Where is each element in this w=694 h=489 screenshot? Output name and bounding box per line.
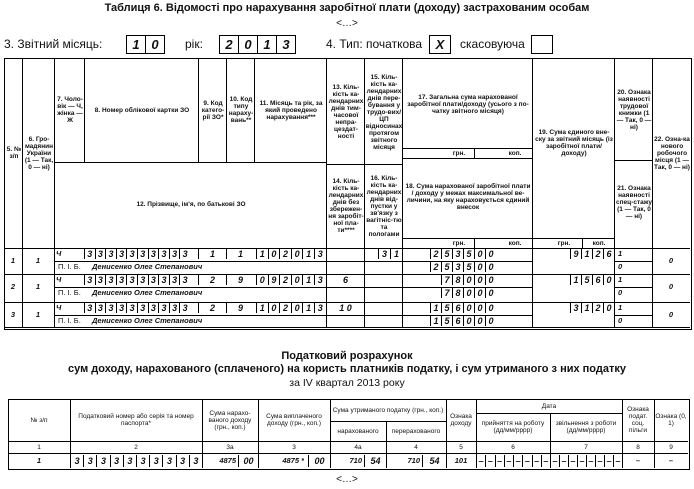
row-c19-digit: 5 [581,275,592,285]
month-digit: 1 [256,249,268,259]
col18-header: 18. Сума нарахованої заробітної плати / доходу у межах максимальної ве-личини, на яку нараховується єдиний внесок [405,183,531,211]
col17-grn: грн. [452,149,466,157]
row-c22: 0 [668,281,674,291]
card-digit: 3 [148,249,159,259]
col10-header: 10. Код типу нараху-вань** [228,96,254,124]
tax-sign: 101 [454,455,468,465]
col7-header: 7. Чоло-вік — Ч, жінка — Ж [57,96,83,124]
card-digit: 3 [179,275,190,285]
row-c18-digit: 2 [430,262,441,272]
tax-col-number: 8 [636,444,640,451]
tax-hire-dash: – [485,455,494,467]
row-c18-digit: 1 [430,316,441,326]
row-c16 [364,288,402,298]
year-digit-4: 3 [276,35,296,54]
row-c22: 0 [668,309,674,319]
tax-h-sign: Ознака (0, 1) [655,413,687,427]
row-name-label: П. І. Б. [58,262,81,271]
row-c18-digit: 6 [452,316,463,326]
col15-header: 15. Кіль-кість ка-лендарних днів пере-бування у трудо-вих/ЦП відносинах протягом звітного місяця [366,73,402,151]
tax-tin-digit: 3 [189,455,202,467]
row-c21: 0 [618,262,623,272]
row-c17-digit: 0 [474,303,485,313]
row-c13 [326,249,364,259]
col11-header: 11. Місяць та рік, за який проведено нарахування*** [259,99,323,121]
ellipsis-bottom: <…> [336,474,358,485]
tax-col-number: 1 [37,444,41,451]
tax-accrued-kop: 00 [238,455,258,467]
row-c18-digit: 7 [441,288,452,298]
tax-h-num: № з/п [30,416,48,424]
col21-header: 21. Ознака наявності спец-стажу (1 — Так, 0 — ні) [616,184,652,220]
col17-header: 17. Загальна сума нарахованої заробітної плати/доходу (усього з по-чатку звітного місяця) [407,93,529,115]
month-digit: 3 [314,275,326,285]
row-c18-digit: 5 [441,262,452,272]
card-digit: 3 [84,303,95,313]
row-c19-digit: 6 [603,249,614,259]
row-c18-digit: 0 [485,316,496,326]
row-sex: Ч [56,249,62,259]
tax-col-number: 5 [459,444,463,451]
month-digit: 0 [268,249,280,259]
row-c15 [364,275,402,285]
row-citizen: 1 [35,255,41,265]
tax-h-fire: звільнення з роботи (дд/мм/рррр) [555,420,617,434]
row-cat: 1 [198,249,226,259]
tax-title-1: Податковий розрахунок [281,350,413,362]
tax-tin-digit: 3 [96,455,109,467]
tax-table [8,399,690,470]
tax-fire-dash: – [577,455,586,467]
card-digit: 3 [137,275,148,285]
row-c19-digit: 1 [581,249,592,259]
tax-paid-kop: 00 [308,455,330,467]
row-name: Денисенко Олег Степанович [92,288,203,297]
row-c21: 0 [618,316,623,326]
tax-h-hire: прийняття на роботу (дд/мм/рррр) [481,420,545,434]
tax-fire-dash: – [613,455,622,467]
grid-line [402,238,532,239]
row-type: 1 [226,249,254,259]
table-title: Таблиця 6. Відомості про нарахування заробітної плати (доходу) застрахованим особам [104,2,590,14]
card-digit: 3 [148,303,159,313]
tax-row-num: 1 [36,455,42,465]
tax-tin-digit: 3 [136,455,149,467]
row-c18-digit: 5 [463,262,474,272]
row-cat: 2 [198,275,226,285]
tax-h-withheld: Сума утриманого податку (грн., коп.) [332,406,444,414]
tax-h-income-sign: Ознака доходу [450,413,472,427]
tax-col-number: 3 [292,444,296,451]
grid-line [532,58,533,328]
card-digit: 3 [116,275,127,285]
col19-header: 19. Сума єдиного вне-ску за звітний місяць (із заробітної плати/доходу) [535,129,613,157]
row-c17-digit: 0 [474,249,485,259]
year-label: рік: [185,37,203,51]
row-c19-digit: 2 [592,249,603,259]
month-digit: 0 [256,275,268,285]
row-c19-digit: 6 [592,275,603,285]
card-digit: 3 [105,303,116,313]
tax-hire-dash: – [513,455,522,467]
col13-header: 13. Кіль-кість ка-лендарних днів тим-часової непра-цездат-ності [328,84,364,140]
tax-fire-dash: – [604,455,613,467]
row-c17-digit: 2 [430,249,441,259]
row-c20: 1 [618,275,623,285]
type-initial-checkbox[interactable]: X [429,35,451,54]
col19-kop: коп. [592,239,606,247]
row-c15-digit: 1 [390,249,402,259]
row-num: 1 [10,255,16,265]
card-digit: 3 [126,249,137,259]
row-c17-digit: 0 [463,303,474,313]
row-num: 2 [10,281,16,291]
card-digit: 3 [179,249,190,259]
card-digit: 3 [169,303,180,313]
tax-hire-dash: – [476,455,485,467]
year-digit-3: 1 [257,35,277,54]
col14-header: 14. Кіль-кість ка-лендарних днів без збережен-ня заробіт-ної пла-ти**** [328,178,364,234]
row-name: Денисенко Олег Степанович [92,262,203,271]
row-sex: Ч [56,275,62,285]
type-label: 4. Тип: початкова [326,37,423,51]
col18-grn: грн. [452,239,466,247]
col18-kop: коп. [508,239,522,247]
month-digit: 3 [314,303,326,313]
row-c20: 1 [618,303,623,313]
row-c14 [326,316,364,326]
tax-fire-dash: – [559,455,568,467]
tax-tr-grn: 710 [407,455,420,465]
row-c18-digit: 8 [452,288,463,298]
row-c17-digit: 8 [452,275,463,285]
row-c17-digit: 0 [485,249,496,259]
year-digit-2: 0 [238,35,258,54]
row-c17-digit: 0 [485,275,496,285]
month-digit: 9 [268,275,280,285]
row-c19-digit: 0 [603,303,614,313]
row-c21: 0 [618,288,623,298]
month-digit: 0 [291,303,303,313]
row-c20: 1 [618,249,623,259]
tax-accrued-grn: 4875 [219,455,236,465]
month-digit-2: 0 [145,35,165,54]
tax-tin-digit: 3 [149,455,162,467]
card-digit: 3 [148,275,159,285]
month-digit: 1 [256,303,268,313]
grid-line [326,164,402,165]
col20-header: 20. Ознака наявності трудової книжки (1 — Так, 0 — ні) [616,89,652,131]
grid-line [476,413,622,414]
card-digit: 3 [169,249,180,259]
tax-sign-01: – [668,455,674,465]
col16-header: 16. Кіль-кість ка-лендарних днів від-пустки у зв'язку з вагітніс-тю та пологами [366,174,402,238]
col9-header: 9. Код катего-рії ЗО* [201,99,225,121]
tax-fire-dash: – [568,455,577,467]
card-digit: 3 [126,303,137,313]
tax-col-number: 3а [226,444,234,451]
row-c19-digit: 0 [603,275,614,285]
tax-h-paid: Сума виплаченого доходу (грн., коп.) [266,413,322,427]
tax-hire-dash: – [541,455,550,467]
row-c14 [326,262,364,272]
row-c18-digit: 3 [452,262,463,272]
tax-paid-grn: 4875 * [282,455,304,465]
row-c17-digit: 5 [441,303,452,313]
row-c16 [364,316,402,326]
tax-tin-digit: 3 [176,455,189,467]
tax-fire-dash: – [586,455,595,467]
tax-tin-digit: 3 [70,455,83,467]
grid-line [532,238,614,239]
card-digit: 3 [105,249,116,259]
tax-hire-dash: – [532,455,541,467]
tax-tin-digit: 3 [162,455,175,467]
row-c17-digit: 7 [441,275,452,285]
grid-line [402,158,532,159]
card-digit: 3 [179,303,190,313]
card-digit: 3 [137,249,148,259]
grid-line [4,327,690,328]
row-c19-digit: 2 [592,303,603,313]
month-digit: 0 [291,249,303,259]
row-c15 [364,303,402,313]
row-citizen: 1 [35,281,41,291]
row-c17-digit: 0 [485,303,496,313]
year-digit-1: 2 [219,35,239,54]
grid-line [8,453,688,454]
grid-line [614,160,652,161]
card-digit: 3 [84,275,95,285]
col5-header: 5. № з/п [6,146,22,160]
tax-h-withheld-acc: нарахованого [337,427,379,435]
tax-col-number: 4 [414,444,418,451]
row-num: 3 [10,309,16,319]
tax-hire-dash: – [504,455,513,467]
card-digit: 3 [116,249,127,259]
tax-h-benefit: Ознака подат. соц. пільги [627,406,649,434]
row-c17-digit: 6 [452,303,463,313]
card-digit: 3 [137,303,148,313]
grid-line [254,58,255,162]
grid-line [226,58,227,162]
row-c14 [326,288,364,298]
tax-col-number: 4а [354,444,362,451]
card-digit: 3 [95,275,106,285]
tax-hire-dash: – [495,455,504,467]
card-digit: 3 [95,303,106,313]
tax-tin-digit: 3 [83,455,96,467]
month-digit: 1 [302,275,314,285]
grid-line [474,148,475,158]
row-c19-digit: 1 [570,275,581,285]
row-c19-digit: 1 [581,303,592,313]
row-c22: 0 [668,255,674,265]
month-label: 3. Звітний місяць: [4,37,103,51]
tax-h-withheld-trans: перерахованого [391,427,441,435]
card-digit: 3 [126,275,137,285]
row-c13: 1 0 [326,303,364,313]
tax-col-number: 6 [511,444,515,451]
tax-hire-dash: – [522,455,531,467]
row-c16 [364,262,402,272]
row-c17-digit: 1 [430,303,441,313]
grid-line [474,238,475,248]
month-digit: 1 [302,249,314,259]
month-digit: 0 [291,275,303,285]
col6-header: 6. Гро-мадянин України (1 — Так, 0 — ні) [24,135,54,171]
tax-acc-kop: 54 [364,455,386,467]
col17-kop: коп. [508,149,522,157]
card-digit: 3 [116,303,127,313]
row-c18-digit: 0 [474,262,485,272]
row-c13: 6 [326,275,364,285]
tax-tin-digit: 3 [110,455,123,467]
month-digit: 0 [268,303,280,313]
row-c15-digit: 3 [378,249,390,259]
tax-fire-dash: – [550,455,559,467]
tax-col-number: 7 [584,444,588,451]
tax-col-number: 2 [134,444,138,451]
row-name: Денисенко Олег Степанович [92,316,203,325]
row-sex: Ч [56,303,62,313]
tax-acc-grn: 710 [349,455,362,465]
card-digit: 3 [84,249,95,259]
row-c19-digit: 3 [570,303,581,313]
month-digit: 2 [279,249,291,259]
month-digit: 1 [302,303,314,313]
month-digit: 3 [314,249,326,259]
row-c17-digit: 0 [463,275,474,285]
type-cancel-checkbox[interactable] [531,35,553,54]
month-digit-1: 1 [126,35,146,54]
row-name-label: П. І. Б. [58,288,81,297]
row-c18-digit: 0 [474,316,485,326]
tax-title-3: за IV квартал 2013 року [289,377,405,389]
tax-fire-dash: – [595,455,604,467]
row-c17-digit: 5 [463,249,474,259]
row-c18-digit: 5 [441,316,452,326]
row-c17-digit: 3 [452,249,463,259]
grid-line [402,148,532,149]
col22-header: 22. Озна-ка нового робочого місця (1 — Так, 0 — ні) [654,135,690,171]
row-c19-digit: 9 [570,249,581,259]
grid-line [84,58,85,162]
row-type: 9 [226,275,254,285]
row-c18-digit: 0 [463,288,474,298]
col19-grn: грн. [557,239,571,247]
tax-col-number: 9 [669,444,673,451]
tax-tr-kop: 54 [422,455,446,467]
row-name-label: П. І. Б. [58,316,81,325]
grid-line [54,162,326,163]
card-digit: 3 [158,303,169,313]
row-c17-digit: 5 [441,249,452,259]
row-c18-digit: 0 [485,262,496,272]
col12-header: 12. Прізвище, ім'я, по батькові ЗО [136,200,246,208]
grid-line [198,58,199,162]
tax-tin-digit: 3 [123,455,136,467]
row-c18-digit: 0 [485,288,496,298]
tax-benefit: – [635,455,641,465]
row-cat: 2 [198,303,226,313]
grid-line [582,238,583,248]
tax-title-2: сум доходу, нарахованого (сплаченого) на користь платників податку, і сум утриманого з них податку [68,363,626,375]
row-c18-digit: 0 [463,316,474,326]
month-digit: 2 [279,303,291,313]
ellipsis-top: <…> [336,18,358,29]
card-digit: 3 [95,249,106,259]
tax-h-date: Дата [541,402,557,410]
grid-line [330,421,446,422]
tax-h-accrued: Сума нарахо-ваного доходу (грн., коп.) [208,409,252,431]
row-type: 9 [226,303,254,313]
tax-h-tin: Податковий номер або серія та номер паспорта* [78,413,194,427]
row-c17-digit: 0 [474,275,485,285]
row-c18-digit: 0 [474,288,485,298]
card-digit: 3 [158,275,169,285]
card-digit: 3 [105,275,116,285]
row-citizen: 1 [35,309,41,319]
table-6 [4,58,692,330]
col8-header: 8. Номер облікової картки ЗО [94,106,190,114]
card-digit: 3 [158,249,169,259]
card-digit: 3 [169,275,180,285]
cancel-label: скасовуюча [460,37,525,51]
month-digit: 2 [279,275,291,285]
